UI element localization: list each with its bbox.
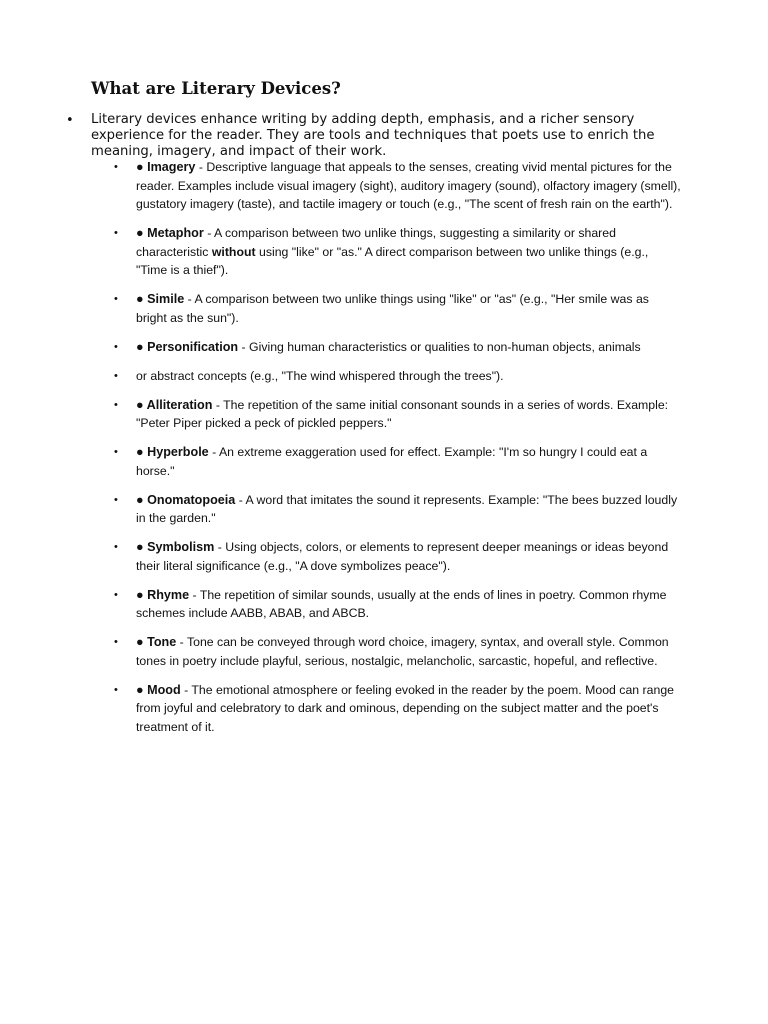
term-label: ● Imagery xyxy=(136,160,196,174)
term-label: ● Hyperbole xyxy=(136,445,209,459)
list-bullet: • xyxy=(114,293,118,305)
term-description: - A comparison between two unlike things, suggesting a similarity or shared characteristic xyxy=(136,226,616,259)
page-title: What are Literary Devices? xyxy=(91,79,341,98)
list-item-hyperbole xyxy=(0,443,768,480)
list-bullet: • xyxy=(114,683,118,696)
list-item-symbolism xyxy=(0,538,768,575)
list-item-text xyxy=(136,538,681,575)
list-item-imagery xyxy=(0,158,768,214)
list-bullet: • xyxy=(114,541,118,553)
list-item-rhyme xyxy=(0,586,768,623)
list-bullet: • xyxy=(114,636,118,648)
term-label: ● Personification xyxy=(136,339,239,354)
term-label: ● Mood xyxy=(136,682,181,697)
list-item-text xyxy=(136,338,681,357)
term-description: - Descriptive language that appeals to the senses, creating vivid mental pictures for the reader. Examples include visual imagery (sight), auditory imagery (sound), olfactory imagery (smell), gustatory imagery (taste), and tactile imagery or touch (e.g., "The scent of fresh rain on the earth"). xyxy=(136,160,681,211)
list-item-onomatopoeia xyxy=(0,491,768,528)
list-bullet: • xyxy=(114,398,118,411)
literary-devices-list xyxy=(0,158,768,747)
term-label: ● Tone xyxy=(136,635,177,649)
term-label: ● Metaphor xyxy=(136,226,204,240)
list-item-text xyxy=(136,158,681,214)
list-item-mood xyxy=(0,681,768,737)
term-description: - Using objects, colors, or elements to represent deeper meanings or ideas beyond their literal significance (e.g., "A dove symbolizes peace"). xyxy=(136,540,669,573)
term-description: - An extreme exaggeration used for effect. Example: "I'm so hungry I could eat a horse." xyxy=(136,445,648,478)
list-bullet: • xyxy=(114,161,118,173)
list-item-text xyxy=(136,396,681,433)
term-description: - A comparison between two unlike things using "like" or "as" (e.g., "Her smile was as bright as the sun"). xyxy=(136,292,649,325)
term-description: - Giving human characteristics or qualities to non-human objects, animals xyxy=(238,339,641,354)
list-item-text xyxy=(136,443,681,480)
list-item-text xyxy=(136,224,681,280)
term-description: - Tone can be conveyed through word choice, imagery, syntax, and overall style. Common tones in poetry include playful, serious, nostalgic, melancholic, sarcastic, hopeful, and reflective. xyxy=(136,635,669,668)
list-item-text xyxy=(136,633,681,670)
list-item-personification-continued xyxy=(0,367,768,386)
term-description: - The emotional atmosphere or feeling evoked in the reader by the poem. Mood can range from joyful and celebratory to dark and ominous, depending on the subject matter and the poet's treatment of it. xyxy=(136,682,674,734)
term-description: - The repetition of the same initial consonant sounds in a series of words. Example: "Peter Piper picked a peck of pickled peppers." xyxy=(136,397,669,430)
list-item-text xyxy=(136,681,681,737)
term-description: - A word that imitates the sound it represents. Example: "The bees buzzed loudly in the garden." xyxy=(136,492,678,525)
list-item-text xyxy=(136,491,681,528)
list-bullet: • xyxy=(114,227,118,239)
term-label: ● Alliteration xyxy=(136,397,213,412)
list-item-text xyxy=(136,367,681,386)
term-description-continued: using "like" or "as." A direct comparison between two unlike things (e.g., "Time is a thief"). xyxy=(136,244,649,277)
term-description: - The repetition of similar sounds, usually at the ends of lines in poetry. Common rhyme schemes include AABB, ABAB, and ABCB. xyxy=(136,587,667,620)
emphasized-word: without xyxy=(211,244,256,259)
list-bullet: • xyxy=(114,493,118,506)
term-label: ● Simile xyxy=(136,292,185,306)
list-item-tone xyxy=(0,633,768,670)
term-description: or abstract concepts (e.g., "The wind whispered through the trees"). xyxy=(136,368,504,383)
list-item-personification xyxy=(0,338,768,357)
intro-paragraph: Literary devices enhance writing by adding depth, emphasis, and a richer sensory experience for the reader. They are tools and techniques that poets use to enrich the meaning, imagery, and impact of their work. xyxy=(91,112,655,159)
list-item-alliteration xyxy=(0,396,768,433)
list-bullet: • xyxy=(114,369,118,382)
list-bullet: • xyxy=(114,446,118,458)
list-item-simile xyxy=(0,290,768,327)
list-item-text xyxy=(136,586,681,623)
list-item-text xyxy=(136,290,681,327)
list-bullet: • xyxy=(114,340,118,353)
term-label: ● Symbolism xyxy=(136,540,215,554)
term-label: ● Rhyme xyxy=(136,587,190,602)
list-item-metaphor xyxy=(0,224,768,280)
intro-bullet: • xyxy=(66,113,74,128)
list-bullet: • xyxy=(114,588,118,601)
term-label: ● Onomatopoeia xyxy=(136,492,236,507)
